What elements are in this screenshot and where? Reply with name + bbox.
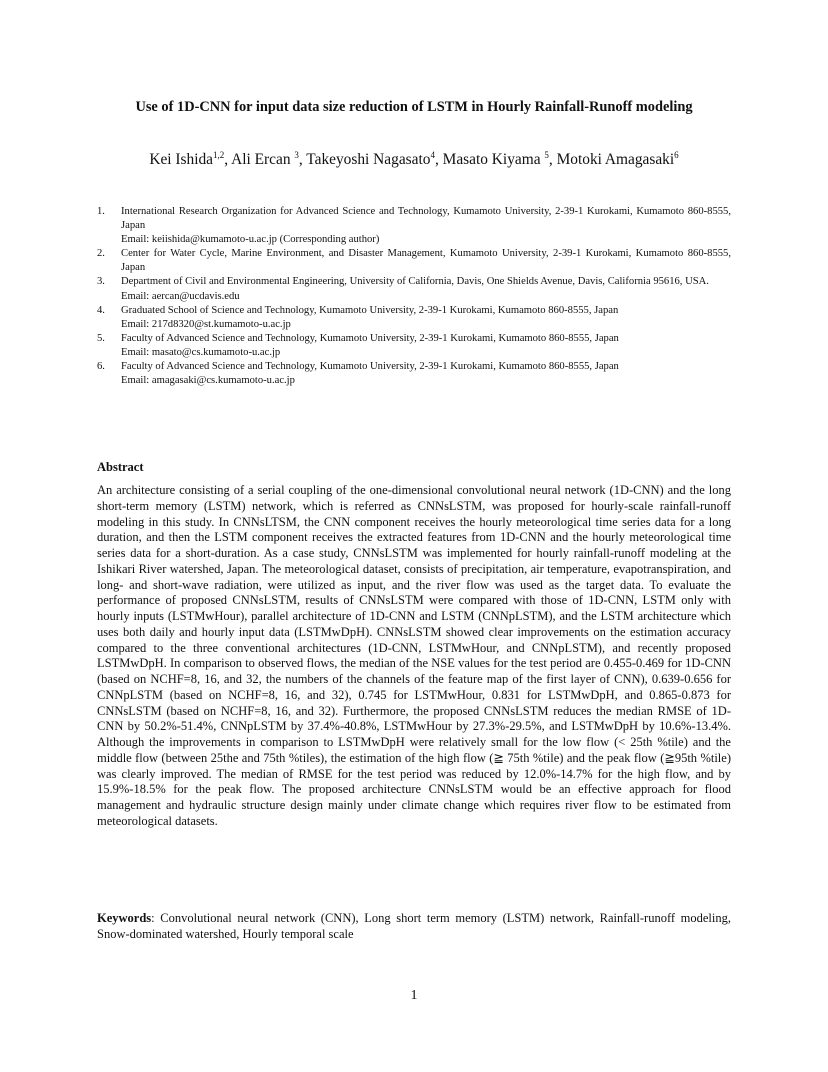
affiliation-number: 6. [97, 361, 105, 373]
author-affil-mark: 3 [294, 150, 299, 160]
author-affil-mark: 6 [674, 150, 679, 160]
author [443, 151, 557, 168]
affiliation-email: Email: keiishida@kumamoto-u.ac.jp (Corresponding author) [121, 234, 380, 246]
author-affil-mark: 1,2 [213, 150, 225, 160]
author-separator: , [434, 151, 443, 168]
author-separator: , [548, 151, 557, 168]
author [557, 151, 679, 168]
affiliation-item [97, 332, 731, 360]
affiliation-number: 1. [97, 206, 105, 217]
author-name: Kei Ishida [149, 151, 214, 168]
page-number: 1 [410, 988, 418, 1003]
author-separator: , [298, 151, 307, 168]
affiliation-item [97, 275, 731, 303]
affiliation-item [97, 205, 731, 247]
paper-title: Use of 1D-CNN for input data size reduction of LSTM in Hourly Rainfall-Runoff modeling [135, 99, 693, 115]
affiliation-email: Email: masato@cs.kumamoto-u.ac.jp [121, 346, 281, 358]
keywords-label: Keywords [97, 911, 152, 925]
affiliation-text: Faculty of Advanced Science and Technology, Kumamoto University, 2-39-1 Kurokami, Kumamoto 860-8555, Japan [121, 361, 619, 373]
keywords-paragraph [97, 911, 731, 943]
affiliation-text: Graduated School of Science and Technology, Kumamoto University, 2-39-1 Kurokami, Kumamoto 860-8555, Japan [121, 304, 619, 316]
affiliation-item [97, 304, 731, 332]
author [306, 151, 442, 168]
affiliation-item [97, 247, 731, 275]
author-list [60, 150, 768, 170]
abstract-heading: Abstract [97, 460, 144, 474]
affiliation-text: Faculty of Advanced Science and Technology, Kumamoto University, 2-39-1 Kurokami, Kumamoto 860-8555, Japan [121, 332, 619, 344]
affiliation-text: International Research Organization for Advanced Science and Technology, Kumamoto University, 2-39-1 Kurokami, Kumamoto 860-8555, Japan [121, 206, 731, 232]
author-affil-mark: 4 [430, 150, 435, 160]
author-name: Takeyoshi Nagasato [306, 151, 431, 168]
affiliation-text: Department of Civil and Environmental Engineering, University of California, Davis, One Shields Avenue, Davis, California 95616, USA. [121, 276, 709, 288]
author-name: Motoki Amagasaki [556, 151, 675, 168]
affiliation-list [97, 205, 731, 388]
author-affil-mark: 5 [544, 150, 549, 160]
affiliation-number: 3. [97, 276, 105, 288]
affiliation-number: 5. [97, 332, 105, 344]
author [231, 151, 306, 168]
affiliation-email: Email: 217d8320@st.kumamoto-u.ac.jp [121, 318, 291, 330]
affiliation-number: 4. [97, 304, 105, 316]
author-name: Masato Kiyama [442, 151, 545, 168]
abstract-text: An architecture consisting of a serial coupling of the one-dimensional convolutional neural network (1D-CNN) and the long short-term memory (LSTM) network, which is referred as CNNsLSTM, was proposed for hourly-scale rainfall-runoff modeling in this study. In CNNsLTSM, the CNN component receives the hourly meteorological time series data for a long duration, and then the LSTM component receives the extracted features from 1D-CNN and the hourly meteorological time series data for a short-duration. As a case study, CNNsLSTM was implemented for hourly rainfall-runoff modeling at the Ishikari River watershed, Japan. The meteorological dataset, consists of precipitation, air temperature, evapotranspiration, and long- and short-wave radiation, were utilized as input, and the river flow was used as the target data. To evaluate the performance of proposed CNNsLSTM, results of CNNsLSTM were compared with those of 1D-CNN, LSTM only with hourly inputs (LSTMwHour), parallel architecture of 1D-CNN and LSTM (CNNpLSTM), and the LSTM architecture which uses both daily and hourly input data (LSTMwDpH). CNNsLSTM showed clear improvements on the estimation accuracy compared to the three conventional architectures (1D-CNN, LSTMwHour, and CNNpLSTM), and recently proposed LSTMwDpH. In comparison to observed flows, the median of the NSE values for the test period are 0.455-0.469 for 1D-CNN (based on NCHF=8, 16, and 32, the numbers of the channels of the feature map of the first layer of CNN), 0.639-0.656 for CNNpLSTM (based on NCHF=8, 16, and 32), 0.745 for LSTMwHour, 0.831 for LSTMwDpH, and 0.865-0.873 for CNNsLSTM (based on NCHF=8, 16, and 32). Furthermore, the proposed CNNsLSTM reduces the median RMSE of 1D-CNN by 50.2%-51.4%, CNNpLSTM by 37.4%-40.8%, LSTMwHour by 27.3%-29.5%, and LSTMwDpH by 10.6%-13.4%. Although the improvements in comparison to LSTMwDpH were relatively small for the low flow (< 25th %tile) and the middle flow (between 25the and 75th %tiles), the estimation of the high flow (≧ 75th %tile) and the peak flow (≧95th %tile) was clearly improved. The median of RMSE for the test period was reduced by 12.0%-14.7% for the high flow, and by 15.9%-18.5% for the peak flow. The proposed architecture CNNsLSTM would be an effective approach for flood management and hydraulic structure design mainly under climate change which requires river flow to be estimated from meteorological datasets. [97, 483, 731, 828]
author [149, 151, 231, 168]
affiliation-email: Email: aercan@ucdavis.edu [121, 290, 240, 302]
affiliation-email: Email: amagasaki@cs.kumamoto-u.ac.jp [121, 375, 295, 387]
affiliation-number: 2. [97, 248, 105, 260]
author-separator: , [224, 151, 232, 168]
author-name: Ali Ercan [231, 151, 295, 168]
affiliation-text: Center for Water Cycle, Marine Environment, and Disaster Management, Kumamoto University, 2-39-1 Kurokami, Kumamoto 860-8555, Japan [121, 248, 731, 274]
affiliation-item [97, 360, 731, 388]
keywords-text: : Convolutional neural network (CNN), Long short term memory (LSTM) network, Rainfall-runoff modeling, Snow-dominated watershed, Hourly temporal scale [97, 911, 731, 941]
